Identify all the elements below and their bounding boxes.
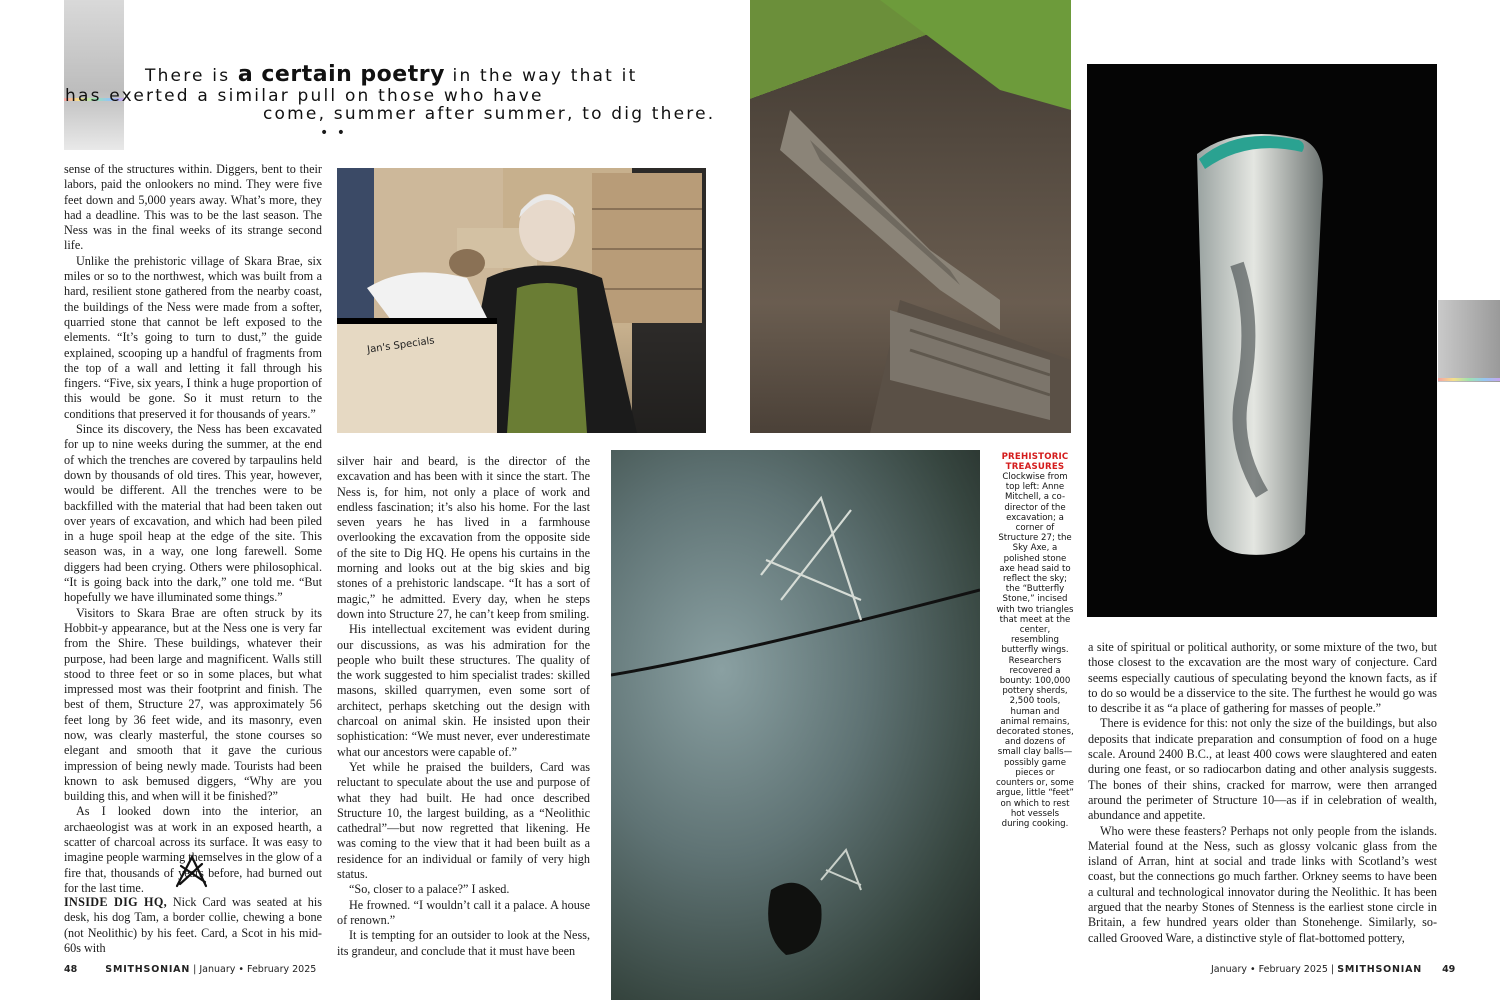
issue-date: January • February 2025 — [1211, 964, 1328, 975]
photo-caption — [996, 452, 1074, 829]
paragraph: It is tempting for an outsider to look at the Ness, its grandeur, and conclude that it must have been — [337, 928, 590, 958]
paragraph: Who were these feasters? Perhaps not only people from the islands. Material found at the Ness, such as glossy volcanic glass from the island of Arran, hint at social and trade links with Scotland’s west coast, but the connections go much farther. Orkney seems to have been a cultural and technological innovator during the Neolithic. It has been argued that the nearby Stones of Stenness is the earliest stone circle in Britain, a few hundred years older than Stonehenge. Similarly, so-called Grooved Ware, a distinctive style of flat-bottomed pottery, — [1088, 823, 1437, 945]
pull-quote-dots: • • — [320, 125, 347, 141]
decorative-tab-right — [1438, 300, 1500, 382]
paragraph: His intellectual excitement was evident during our discussions, as was his admiration for the people who built these structures. The quality of the work suggested to him specialist trades: skilled masons, skilled quarrymen, even some sort of architect, perhaps sketching out the design with charcoal on animal skin. He insisted upon their sophistication: “We must never, ever underestimate what our ancestors were capable of.” — [337, 622, 590, 759]
stone-illustration — [611, 450, 980, 1000]
axe-illustration — [1087, 64, 1437, 617]
paragraph: Visitors to Skara Brae are often struck by its Hobbit-y appearance, but at the Ness one is very far from the Shire. These buildings, whatever their purpose, had been large and magnificent. Walls still stood to three feet or so in some places, but what impressed most was their footprint and finish. The best of them, Structure 27, was approximately 56 feet long by 36 feet wide, and its masonry, even now, was clearly masterful, the stone courses so elegant and smooth that it gave the curious impression of being newly made. Tourists had been known to ask bemused diggers, “Why are you building this, and when will it be finished?” — [64, 605, 322, 804]
paragraph: “So, closer to a palace?” I asked. — [349, 882, 510, 897]
page-number-right: 49 — [1442, 964, 1456, 975]
paragraph: Yet while he praised the builders, Card was reluctant to speculate about the use and purpose of what they had built. He had once described Structure 10, the largest building, as a “Neolithic cathedral”—but now regretted that likening. He was coming to the view that it had been built as a residence for an individual or family of very high status. — [337, 759, 590, 882]
page-number-left: 48 — [64, 964, 78, 975]
caption-body: Clockwise from top left: Anne Mitchell, a co-director of the excavation; a corner of Structure 27; the Sky Axe, a polished stone axe head said to reflect the sky; the “Butterfly Stone,” incised with two triangles that meet at the center, resembling butterfly wings. Researchers recovered a bounty: 100,000 pottery sherds, 2,500 tools, human and animal remains, decorated stones, and dozens of small clay balls—possibly game pieces or counters or, some argue, little “feet” on which to rest hot vessels during cooking. — [996, 472, 1074, 829]
paragraph: As I looked down into the interior, an archaeologist was at work in an exposed hearth, a scatter of charcoal across its surface. It was easy to imagine people warming themselves in the glow of a fire that, thousands of years before, had burned out for the last time. — [64, 804, 322, 895]
lead-text: Nick Card was seated at his desk, his dog Tam, a border collie, chewing a bone (not Neolithic) by his feet. Card, a Scot in his mid-60s with — [64, 895, 322, 955]
photo-anne-mitchell — [337, 168, 706, 433]
pull-quote-line-2: has exerted a similar pull on those who have — [65, 86, 544, 106]
paragraph: a site of spiritual or political authority, or some mixture of the two, but those closest to the excavation are the most wary of conjecture. Card seems especially cautious of speculating beyond the known facts, as if to do so would be a disservice to the site. The furthest he would go was to describe it as “a place of gathering for masses of people.” — [1088, 640, 1437, 716]
box-handwriting: Jan's Specials — [366, 335, 436, 356]
body-column-right — [1088, 640, 1437, 946]
paragraph: Since its discovery, the Ness has been excavated for up to nine weeks during the summer, at the end of which the trenches are covered by tarpaulins held down by thousands of old tires. This year, however, would be different. All the trenches were to be backfilled with the material that had been taken out over years of excavation, and which had been piled in a huge spoil heap at the edge of the site. This season was, in a way, one long farewell. Some diggers had been crying. Others were philosophical. “It is going back into the dark,” one told me. “But hopefully we have illuminated some things.” — [64, 422, 322, 605]
photo-butterfly-stone — [611, 450, 980, 1000]
caption-head-line-2: TREASURES — [1005, 462, 1065, 472]
body-column-left — [64, 162, 322, 896]
pull-quote-line-3: come, summer after summer, to dig there. — [263, 104, 716, 124]
folio-separator: | — [1330, 964, 1335, 975]
body-column-middle — [337, 454, 590, 959]
pull-quote-line-1: There is a certain poetry in the way that it — [145, 62, 638, 87]
magazine-name: SMITHSONIAN — [105, 964, 191, 975]
section-lead — [64, 895, 322, 956]
paragraph: There is evidence for this: not only the size of the buildings, but also deposits that indicate preparation and consumption of food on a huge scale. Around 2400 B.C., at least 400 cows were slaughtered and eaten during one feast, or so radiocarbon dating and other analysis suggests. The bones of their shins, cracked for marrow, were then arranged around the perimeter of Structure 10—as if in celebration of wealth, abundance and appetite. — [1088, 716, 1437, 823]
photo-sky-axe — [1087, 64, 1437, 617]
paragraph: sense of the structures within. Diggers, bent to their labors, paid the onlookers no mind. They were five feet down and 5,000 years away. What’s more, they had a deadline. This was to be the last season. The Ness was in the final weeks of its strange second life. — [64, 162, 322, 253]
issue-date: January • February 2025 — [199, 964, 317, 975]
office-scene-illustration — [337, 168, 706, 433]
rainbow-stripe — [1438, 378, 1500, 381]
folio-left — [64, 964, 316, 975]
decorative-tab-left — [64, 0, 124, 150]
photo-structure-27 — [750, 0, 1071, 433]
lead-in: INSIDE DIG HQ, — [64, 895, 167, 909]
folio-separator: | — [193, 964, 197, 975]
wall-illustration — [750, 0, 1071, 433]
paragraph: Unlike the prehistoric village of Skara Brae, six miles or so to the northwest, which was built from a hard, resilient stone gathered from the nearby coast, the buildings of the Ness were made from a softer, quarried stone that cannot be left exposed to the elements. “It’s going to turn to dust,” the guide explained, scooping up a handful of fragments from the top of a wall and letting it fall through his fingers. “Five, six years, I think a huge proportion of this would be gone. So it must return to the conditions that preserved it for thousands of years.” — [64, 253, 322, 421]
section-break-glyph-icon — [172, 852, 212, 892]
caption-head-line-1: PREHISTORIC — [1001, 452, 1069, 462]
magazine-name: SMITHSONIAN — [1337, 964, 1422, 975]
paragraph: silver hair and beard, is the director of the excavation and has been with it since the start. The Ness is, for him, not only a place of work and endless fascination; it’s also his home. For the last seven years he has lived in a farmhouse overlooking the excavation from the opposite side of the site to Dig HQ. He opens his curtains in the morning and looks out at the big skies and big stones of a prehistoric landscape. “It has a sort of magic,” he admitted. Every day, when he steps down into Structure 27, he can’t keep from smiling. — [337, 454, 590, 621]
paragraph: He frowned. “I wouldn’t call it a palace. A house of renown.” — [337, 897, 590, 927]
folio-right — [1211, 964, 1455, 975]
